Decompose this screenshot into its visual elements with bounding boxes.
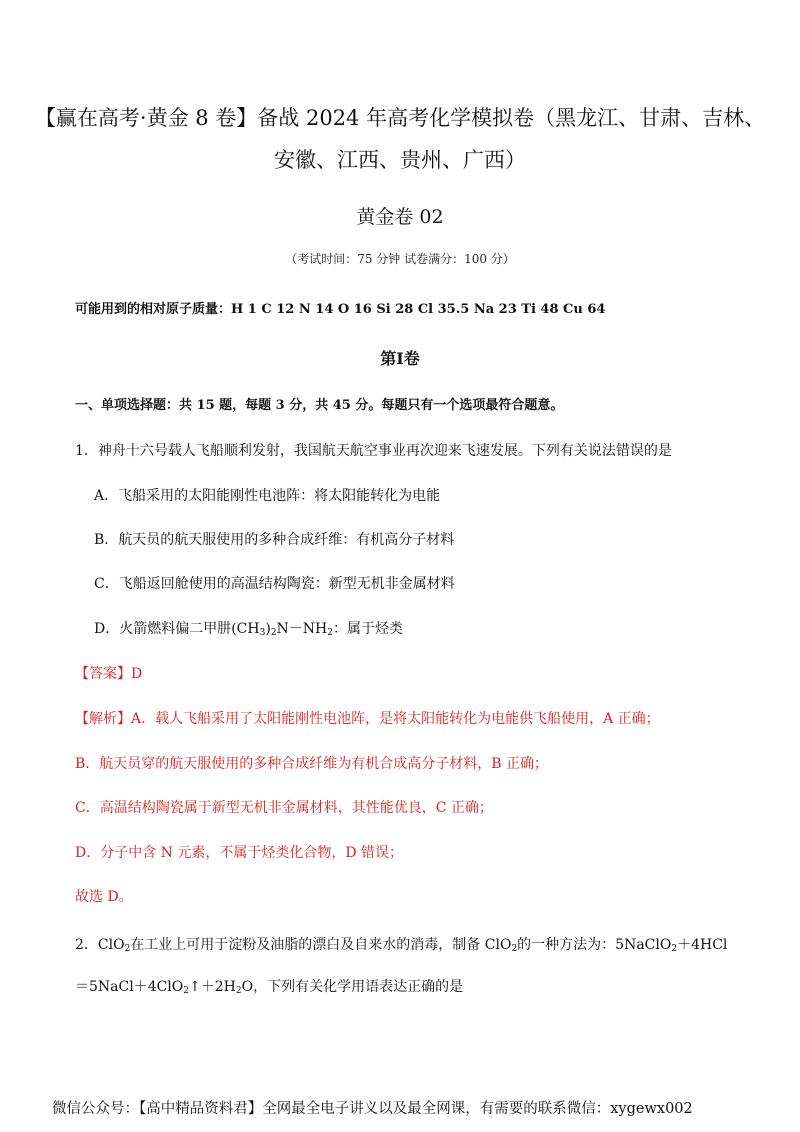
section-title: 第Ⅰ卷	[380, 349, 420, 368]
question-1-option-b: B．航天员的航天服使用的多种合成纤维：有机高分子材料	[94, 532, 455, 548]
document-title-line2: 安徽、江西、贵州、广西）	[274, 148, 526, 172]
analysis-line: C．高温结构陶瓷属于新型无机非金属材料，其性能优良，C 正确；	[75, 800, 493, 816]
question-2-stem-line1: 2．ClO$_2$在工业上可用于淀粉及油脂的漂白及自来水的消毒，制备 ClO$_2$的一种方法为：5NaClO$_2$＋4HCl	[75, 937, 728, 954]
question-1-option-d: D．火箭燃料偏二甲肼$(CH_3)_2N-NH_2$：属于烃类	[94, 621, 403, 638]
question-1-stem: 1．神舟十六号载人飞船顺利发射，我国航天航空事业再次迎来飞速发展。下列有关说法错误的是	[75, 443, 672, 459]
footer-wechat-note: 微信公众号：【高中精品资料君】全网最全电子讲义以及最全网课，有需要的联系微信：xygewx002	[52, 1101, 693, 1117]
analysis-line: D．分子中含 N 元素，不属于烃类化合物，D 错误；	[75, 845, 404, 861]
atomic-masses: 可能用到的相对原子质量：H 1 C 12 N 14 O 16 Si 28 Cl 35.5 Na 23 Ti 48 Cu 64	[75, 302, 606, 317]
exam-info: （考试时间：75 分钟 试卷满分：100 分）	[285, 252, 515, 266]
document-title-line1: 【赢在高考·黄金 8 卷】备战 2024 年高考化学模拟卷（黑龙江、甘肃、吉林、	[34, 106, 766, 130]
analysis-line: 【解析】A．载人飞船采用了太阳能刚性电池阵，是将太阳能转化为电能供飞船使用，A 正确；	[75, 711, 660, 727]
question-1-option-a: A．飞船采用的太阳能刚性电池阵：将太阳能转化为电能	[94, 488, 441, 504]
analysis-line: 故选 D。	[75, 889, 133, 905]
question-2-stem-line2: $=5NaCl+4ClO_2↑+2H_2O$，下列有关化学用语表达正确的是	[75, 979, 464, 996]
section-instructions: 一、单项选择题：共 15 题，每题 3 分，共 45 分。每题只有一个选项最符合题意。	[75, 398, 564, 413]
analysis-line: B．航天员穿的航天服使用的多种合成纤维为有机合成高分子材料，B 正确；	[75, 756, 549, 772]
question-1-answer: 【答案】D	[75, 666, 143, 682]
question-1-option-c: C．飞船返回舱使用的高温结构陶瓷：新型无机非金属材料	[94, 576, 455, 592]
paper-name: 黄金卷 02	[356, 206, 444, 228]
